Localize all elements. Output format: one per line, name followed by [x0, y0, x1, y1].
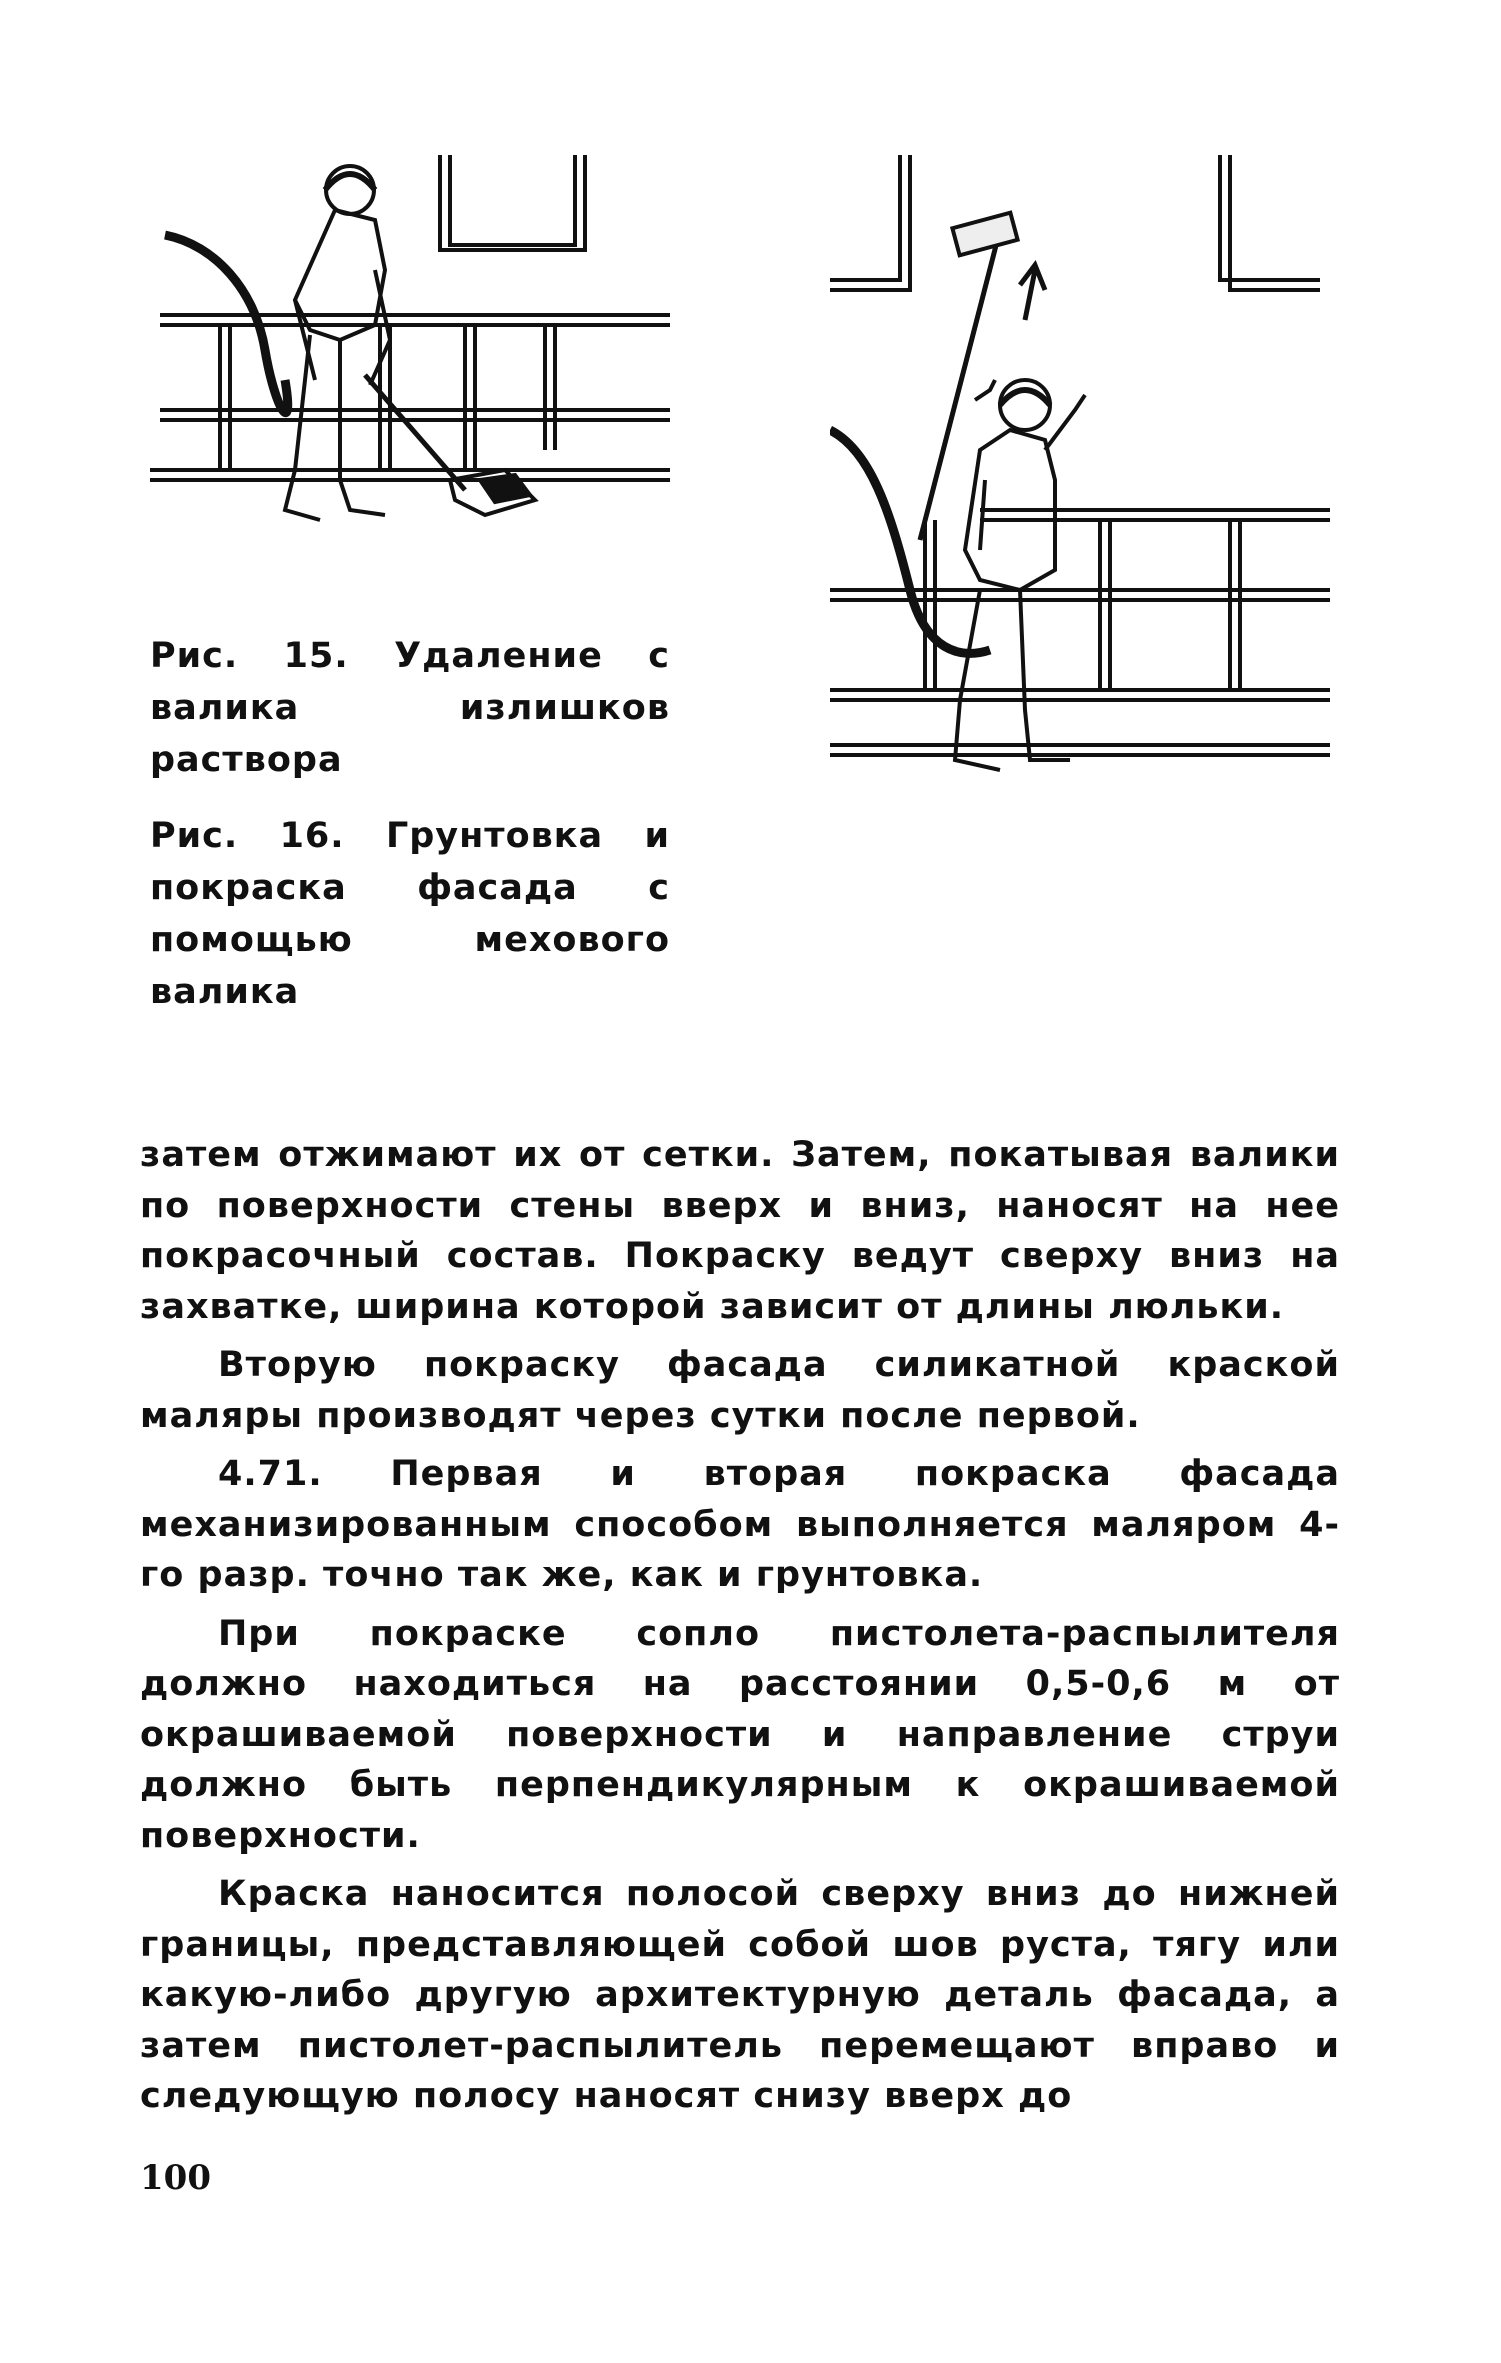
worker-roller-grid-illustration [135, 150, 675, 600]
page-number: 100 [140, 2158, 211, 2198]
figure-15-illustration [135, 150, 675, 600]
figure-15-caption [150, 630, 670, 786]
paragraph: Краска наносится полосой сверху вниз до нижней границы, представляющей собой шов руста, тягу или какую-либо другую архитектурную деталь фасада, а затем пистолет-распылитель перемещают вправо и следующую полосу наносят снизу вверх до [140, 1874, 1340, 2116]
paragraph: 4.71. Первая и вторая покраска фасада механизированным способом выполняется маляром 4-го разр. точно так же, как и грунтовка. [140, 1454, 1340, 1595]
figure-16-caption [150, 810, 670, 1018]
figure-16-label: Рис. 16. [150, 816, 345, 856]
worker-facade-painting-illustration [830, 150, 1340, 850]
figure-15-caption-text: Удаление с валика излишков раствора [150, 636, 671, 780]
figure-15-label: Рис. 15. [150, 636, 349, 676]
body-text [140, 1130, 1340, 2122]
paragraph: При покраске сопло пистолета-распылителя должно находиться на расстоянии 0,5-0,6 м от окрашиваемой поверхности и направление струи должно быть перпендикулярным к окрашиваемой поверхности. [140, 1613, 1340, 1856]
paragraph: затем отжимают их от сетки. Затем, покатывая валики по поверхности стены вверх и вниз, наносят на нее покрасочный состав. Покраску ведут сверху вниз на захватке, ширина которой зависит от длины люльки. [140, 1135, 1340, 1327]
paragraph: Вторую покраску фасада силикатной краской маляры производят через сутки после первой. [140, 1345, 1340, 1436]
figure-16-illustration [830, 150, 1340, 850]
figure-16-caption-text: Грунтовка и покраска фасада с помощью мехового валика [150, 816, 671, 1012]
